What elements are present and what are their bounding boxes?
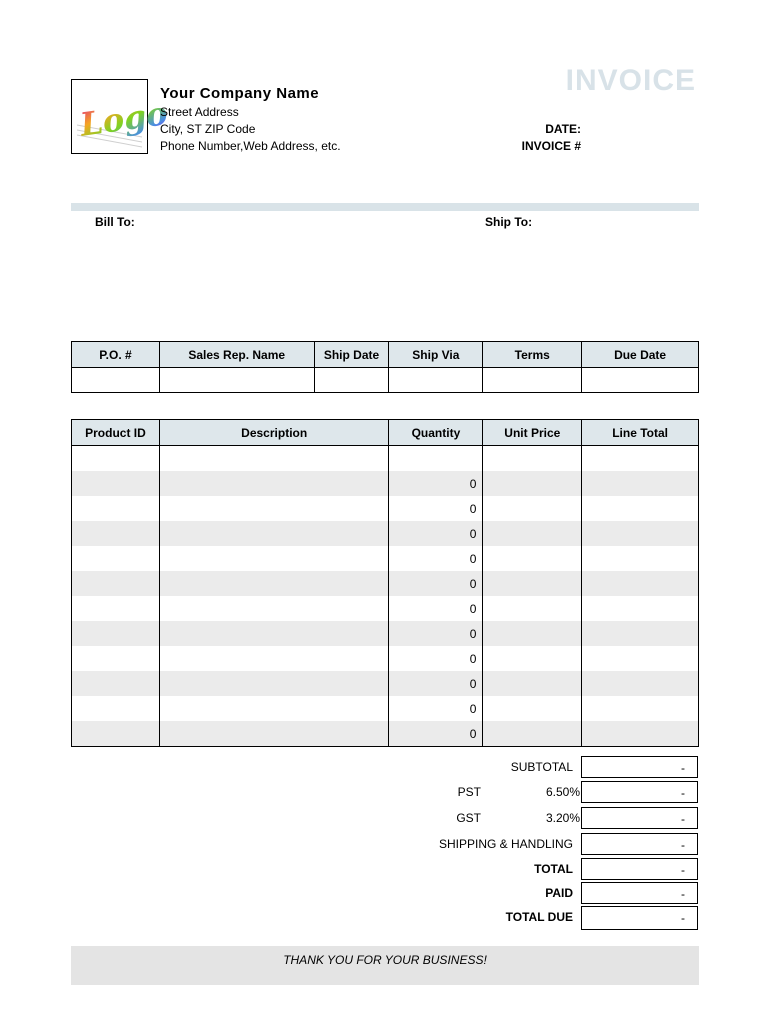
product-id-cell[interactable] <box>72 471 160 496</box>
order-header-row <box>72 342 699 368</box>
bill-to-label: Bill To: <box>95 215 135 229</box>
quantity-cell[interactable]: 0 <box>389 571 483 596</box>
unit-price-cell[interactable] <box>483 546 582 571</box>
total-due-value[interactable]: - <box>581 906 698 930</box>
description-cell[interactable] <box>159 521 389 546</box>
quantity-cell[interactable]: 0 <box>389 596 483 621</box>
product-id-cell[interactable] <box>72 446 160 472</box>
product-id-cell[interactable] <box>72 571 160 596</box>
description-header: Description <box>159 420 389 446</box>
table-row <box>72 471 699 496</box>
table-row <box>72 696 699 721</box>
sales-rep-cell[interactable] <box>159 368 314 393</box>
line-total-header: Line Total <box>582 420 699 446</box>
gst-value[interactable]: - <box>581 807 698 829</box>
quantity-cell[interactable]: 0 <box>389 471 483 496</box>
quantity-cell[interactable]: 0 <box>389 521 483 546</box>
table-row <box>72 621 699 646</box>
ship-via-cell[interactable] <box>389 368 483 393</box>
description-cell[interactable] <box>159 696 389 721</box>
ship-to-label: Ship To: <box>485 215 533 229</box>
product-id-cell[interactable] <box>72 621 160 646</box>
pst-label: PST <box>457 785 481 799</box>
due-date-header: Due Date <box>582 342 699 368</box>
description-cell[interactable] <box>159 571 389 596</box>
quantity-cell[interactable]: 0 <box>389 621 483 646</box>
total-value[interactable]: - <box>581 858 698 880</box>
description-cell[interactable] <box>159 671 389 696</box>
description-cell[interactable] <box>159 721 389 747</box>
quantity-header: Quantity <box>389 420 483 446</box>
line-total-cell[interactable] <box>582 671 699 696</box>
table-row <box>72 646 699 671</box>
company-logo <box>71 79 170 154</box>
total-label: TOTAL <box>534 862 573 876</box>
table-row <box>72 721 699 747</box>
line-total-cell[interactable] <box>582 571 699 596</box>
unit-price-cell[interactable] <box>483 521 582 546</box>
unit-price-cell[interactable] <box>483 571 582 596</box>
table-row <box>72 596 699 621</box>
unit-price-header: Unit Price <box>483 420 582 446</box>
description-cell[interactable] <box>159 646 389 671</box>
line-total-cell[interactable] <box>582 621 699 646</box>
line-total-cell[interactable] <box>582 446 699 472</box>
product-id-cell[interactable] <box>72 721 160 747</box>
line-total-cell[interactable] <box>582 546 699 571</box>
line-total-cell[interactable] <box>582 646 699 671</box>
po-header: P.O. # <box>72 342 160 368</box>
product-id-cell[interactable] <box>72 546 160 571</box>
terms-header: Terms <box>483 342 582 368</box>
subtotal-label: SUBTOTAL <box>510 760 573 774</box>
line-total-cell[interactable] <box>582 596 699 621</box>
company-city: City, ST ZIP Code <box>160 122 256 136</box>
ship-date-cell[interactable] <box>314 368 389 393</box>
line-total-cell[interactable] <box>582 696 699 721</box>
line-items-table <box>71 419 699 747</box>
description-cell[interactable] <box>159 546 389 571</box>
quantity-cell[interactable]: 0 <box>389 496 483 521</box>
subtotal-value[interactable]: - <box>581 756 698 778</box>
table-row <box>72 546 699 571</box>
product-id-cell[interactable] <box>72 696 160 721</box>
unit-price-cell[interactable] <box>483 446 582 472</box>
quantity-cell[interactable] <box>389 446 483 472</box>
line-total-cell[interactable] <box>582 721 699 747</box>
table-row <box>72 571 699 596</box>
order-value-row <box>72 368 699 393</box>
order-info-table <box>71 341 699 393</box>
pst-value[interactable]: - <box>581 781 698 803</box>
ship-via-header: Ship Via <box>389 342 483 368</box>
unit-price-cell[interactable] <box>483 696 582 721</box>
description-cell[interactable] <box>159 596 389 621</box>
unit-price-cell[interactable] <box>483 621 582 646</box>
paid-label: PAID <box>545 886 573 900</box>
shipping-value[interactable]: - <box>581 833 698 855</box>
quantity-cell[interactable]: 0 <box>389 696 483 721</box>
description-cell[interactable] <box>159 621 389 646</box>
sales-rep-header: Sales Rep. Name <box>159 342 314 368</box>
company-name: Your Company Name <box>160 85 320 102</box>
gst-rate[interactable]: 3.20% <box>545 811 580 825</box>
product-id-header: Product ID <box>72 420 160 446</box>
po-cell[interactable] <box>72 368 160 393</box>
quantity-cell[interactable]: 0 <box>389 646 483 671</box>
company-contact: Phone Number,Web Address, etc. <box>160 139 341 153</box>
product-id-cell[interactable] <box>72 521 160 546</box>
description-cell[interactable] <box>159 446 389 472</box>
unit-price-cell[interactable] <box>483 721 582 747</box>
unit-price-cell[interactable] <box>483 471 582 496</box>
terms-cell[interactable] <box>483 368 582 393</box>
ship-date-header: Ship Date <box>314 342 389 368</box>
table-row <box>72 671 699 696</box>
thank-you-banner: THANK YOU FOR YOUR BUSINESS! <box>71 946 699 985</box>
table-row <box>72 446 699 472</box>
due-date-cell[interactable] <box>582 368 699 393</box>
description-cell[interactable] <box>159 496 389 521</box>
invoice-title: INVOICE <box>565 64 696 97</box>
paid-value[interactable]: - <box>581 882 698 904</box>
quantity-cell[interactable]: 0 <box>389 546 483 571</box>
quantity-cell[interactable]: 0 <box>389 721 483 747</box>
separator-bar <box>71 203 699 211</box>
description-cell[interactable] <box>159 471 389 496</box>
table-row <box>72 496 699 521</box>
unit-price-cell[interactable] <box>483 646 582 671</box>
table-row <box>72 521 699 546</box>
unit-price-cell[interactable] <box>483 596 582 621</box>
date-label: DATE: <box>545 122 581 136</box>
gst-label: GST <box>456 811 481 825</box>
product-id-cell[interactable] <box>72 646 160 671</box>
pst-rate[interactable]: 6.50% <box>545 785 580 799</box>
company-street: Street Address <box>160 105 239 119</box>
product-id-cell[interactable] <box>72 596 160 621</box>
items-header-row <box>72 420 699 446</box>
quantity-cell[interactable]: 0 <box>389 671 483 696</box>
product-id-cell[interactable] <box>72 496 160 521</box>
unit-price-cell[interactable] <box>483 671 582 696</box>
total-due-label: TOTAL DUE <box>505 910 573 924</box>
svg-text:Logo: Logo <box>77 94 170 144</box>
unit-price-cell[interactable] <box>483 496 582 521</box>
product-id-cell[interactable] <box>72 671 160 696</box>
logo-icon <box>72 80 170 153</box>
invoice-number-label: INVOICE # <box>521 139 581 153</box>
shipping-label: SHIPPING & HANDLING <box>438 837 573 851</box>
line-total-cell[interactable] <box>582 521 699 546</box>
line-total-cell[interactable] <box>582 471 699 496</box>
line-total-cell[interactable] <box>582 496 699 521</box>
